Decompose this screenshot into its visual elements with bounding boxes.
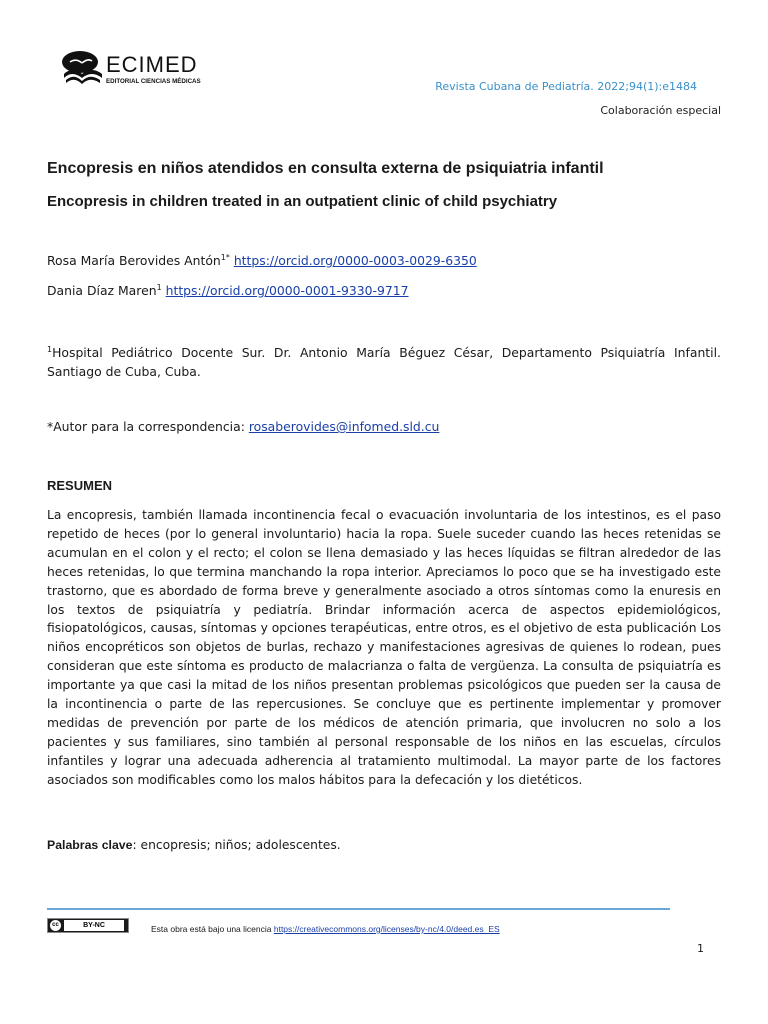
ecimed-logo [60,48,230,94]
keywords-label: Palabras clave [47,838,133,852]
journal-citation: Revista Cubana de Pediatría. 2022;94(1):e1484 [435,80,697,93]
cc-circle-icon: cc [50,920,61,931]
orcid-link[interactable]: https://orcid.org/0000-0001-9330-9717 [165,283,409,299]
author-line [47,283,409,298]
author-mark: 1 [156,283,162,292]
keywords [47,838,341,852]
cc-badge-label: BY-NC [64,920,124,931]
license-link[interactable]: https://creativecommons.org/licenses/by-nc/4.0/deed.es_ES [273,924,500,934]
section-label: Colaboración especial [600,104,721,117]
article-title-english: Encopresis in children treated in an outpatient clinic of child psychiatry [47,193,558,210]
abstract-heading: RESUMEN [47,478,113,493]
footer-divider [47,908,670,910]
author-name: Dania Díaz Maren [47,283,157,299]
logo-text: ECIMED [106,52,198,77]
article-title: Encopresis en niños atendidos en consulta externa de psiquiatria infantil [47,160,604,177]
orcid-link[interactable]: https://orcid.org/0000-0003-0029-6350 [233,253,477,269]
creative-commons-icon [47,918,129,933]
author-line [47,253,477,268]
license-text: Esta obra está bajo una licencia [151,924,274,934]
abstract-text: La encopresis, también llamada incontinencia fecal o evacuación involuntaria de los intestinos, es el paso repetido de heces (por lo general involuntario) hacia la ropa. Suele suceder cuando las heces retenidas se acumulan en el colon y el recto; el colon se llena demasiado y las heces líquidas se filtran alrededor de las heces retenidas, lo que termina manchando la ropa interior. Apreciamos lo poco que se ha investigado este trastorno, que es abordado de forma breve y generalmente asociado a otros síntomas como la enuresis en los textos de psiquiatría y pediatría. Brindar información acerca de aspectos epidemiológicos, fisiopatológicos, causas, síntomas y opciones terapéuticas, entre otros, es el objetivo de esta publicación Los niños encopréticos son objetos de burlas, rechazo y manifestaciones agresivas de quienes lo rodean, pues consideran que este síntoma es producto de malacrianza o falta de vergüenza. La consulta de psiquiatría es importante ya que casi la mitad de los niños presentan problemas psicológicos que pueden ser la causa de la incontinencia o parte de las repercusiones. Se concluye que es pertinente implementar y promover medidas de prevención por parte de los médicos de atención primaria, que involucren no solo a los pacientes y sus familiares, sino también al personal responsable de los niños en las escuelas, círculos infantiles y lograr una adecuada adherencia al tratamiento multimodal. La mayor parte de los factores asociados son modificables como los malos hábitos para la defecación y los dietéticos. [47,508,721,787]
author-mark: 1* [220,253,230,262]
logo-subtitle: EDITORIAL CIENCIAS MÉDICAS [106,78,201,85]
author-name: Rosa María Berovides Antón [47,253,221,269]
license-notice [151,924,500,934]
correspondence [47,419,439,434]
open-book-icon [60,48,104,88]
affiliation-mark: 1 [47,345,53,354]
keywords-list: : encopresis; niños; adolescentes. [132,838,341,852]
affiliation-text: Hospital Pediátrico Docente Sur. Dr. Antonio María Béguez César, Departamento Psiquiatría Infantil. Santiago de Cuba, Cuba. [47,345,721,379]
affiliation [47,341,721,381]
correspondence-label: *Autor para la correspondencia: [47,419,249,434]
page-number: 1 [697,942,704,955]
correspondence-email-link[interactable]: rosaberovides@infomed.sld.cu [248,419,440,434]
